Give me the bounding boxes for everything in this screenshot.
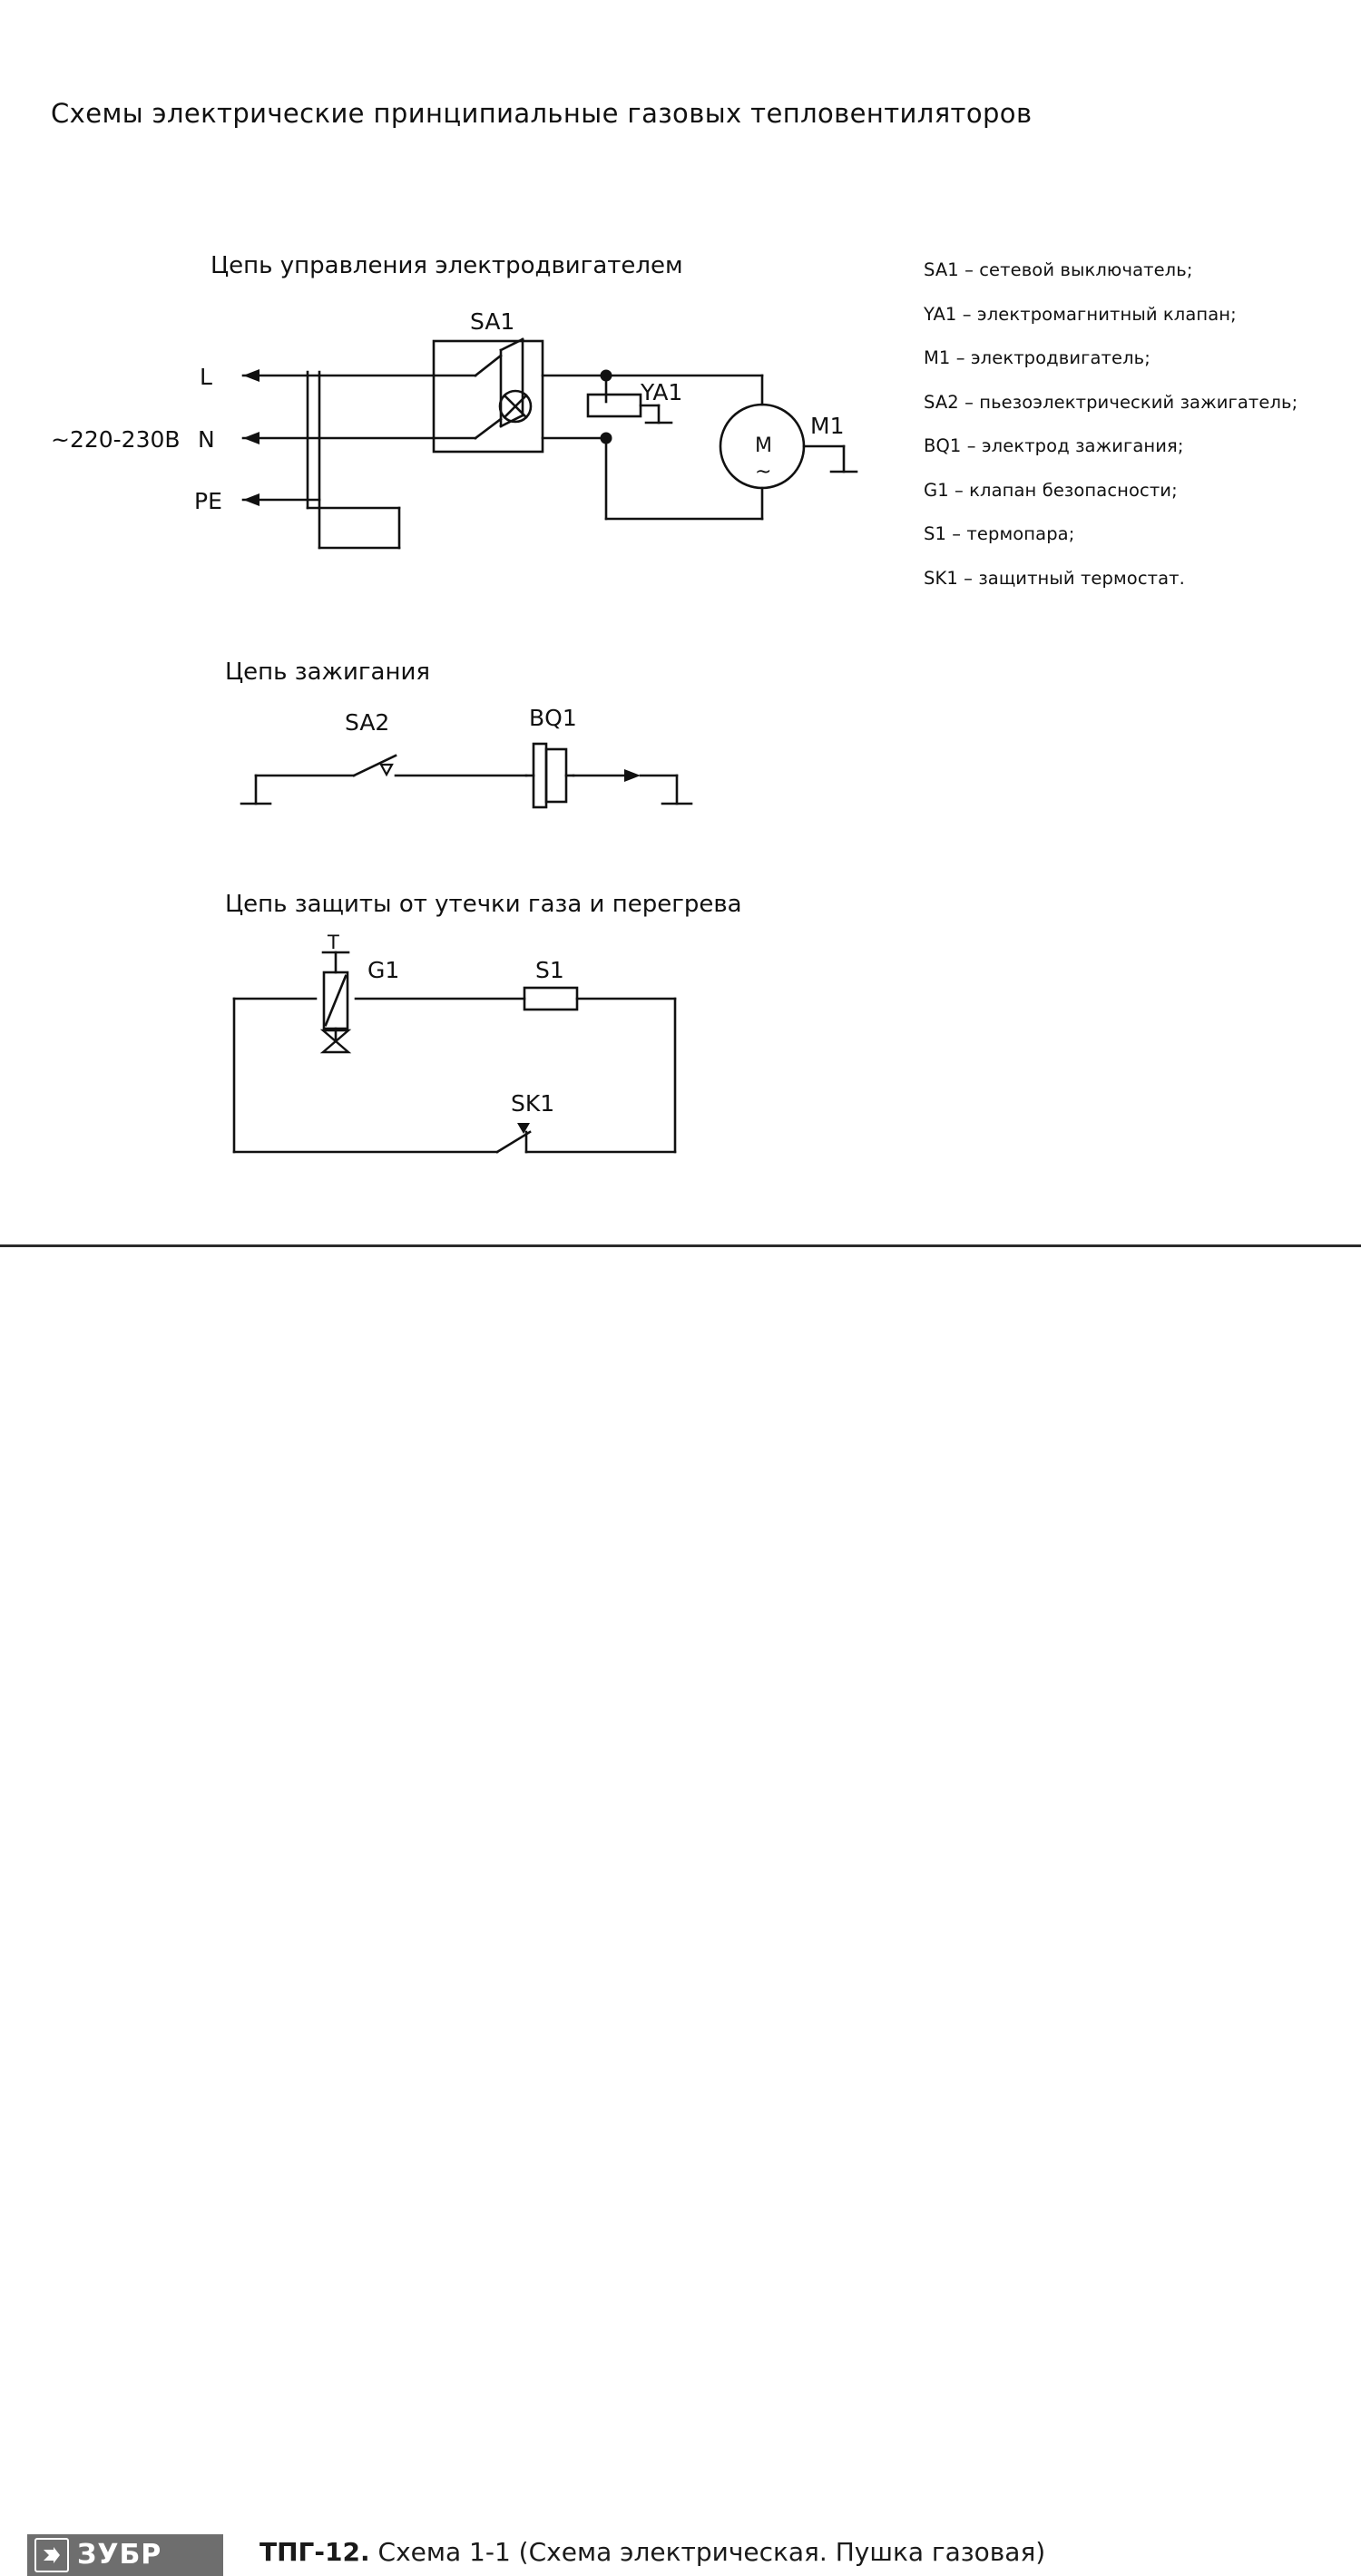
section-title-protection: Цепь защиты от утечки газа и перегрева xyxy=(225,891,742,918)
brand-logo xyxy=(27,2534,223,2576)
supply-voltage-label: ~220-230В xyxy=(51,426,181,453)
arrow-icon xyxy=(34,2538,69,2572)
component-label-ya1: YA1 xyxy=(641,379,683,405)
footer-caption xyxy=(259,2537,1045,2567)
legend-item: SA2 – пьезоэлектрический зажигатель; xyxy=(924,391,1298,413)
legend-item: SA1 – сетевой выключатель; xyxy=(924,259,1193,280)
caption-text: Схема 1-1 (Схема электрическая. Пушка газовая) xyxy=(377,2537,1046,2567)
valve-marker-t: T xyxy=(328,932,339,953)
brand-name: ЗУБР xyxy=(77,2539,162,2571)
legend-item: S1 – термопара; xyxy=(924,523,1075,544)
motor-symbol-ac: ~ xyxy=(755,461,772,483)
component-label-s1: S1 xyxy=(535,957,564,983)
component-label-m1: M1 xyxy=(810,413,845,439)
terminal-label-l: L xyxy=(200,364,212,390)
terminal-label-pe: PE xyxy=(194,488,222,514)
motor-symbol-m: M xyxy=(755,434,772,457)
legend-item: BQ1 – электрод зажигания; xyxy=(924,435,1184,456)
section-title-motor-control: Цепь управления электродвигателем xyxy=(211,252,683,279)
component-label-g1: G1 xyxy=(367,957,400,983)
section-title-ignition: Цепь зажигания xyxy=(225,659,430,686)
component-label-sa1: SA1 xyxy=(470,308,515,335)
legend-item: G1 – клапан безопасности; xyxy=(924,479,1178,501)
legend-item: M1 – электродвигатель; xyxy=(924,347,1150,368)
legend-item: YA1 – электромагнитный клапан; xyxy=(924,303,1237,325)
component-label-sa2: SA2 xyxy=(345,709,390,736)
terminal-label-n: N xyxy=(198,426,215,453)
footer xyxy=(0,1247,1361,2571)
component-label-sk1: SK1 xyxy=(511,1090,555,1117)
legend-item: SK1 – защитный термостат. xyxy=(924,567,1185,589)
legend xyxy=(924,259,1350,611)
model-code: ТПГ-12. xyxy=(259,2537,370,2567)
page-title: Схемы электрические принципиальные газовых тепловентиляторов xyxy=(51,98,1033,129)
component-label-bq1: BQ1 xyxy=(529,705,577,731)
